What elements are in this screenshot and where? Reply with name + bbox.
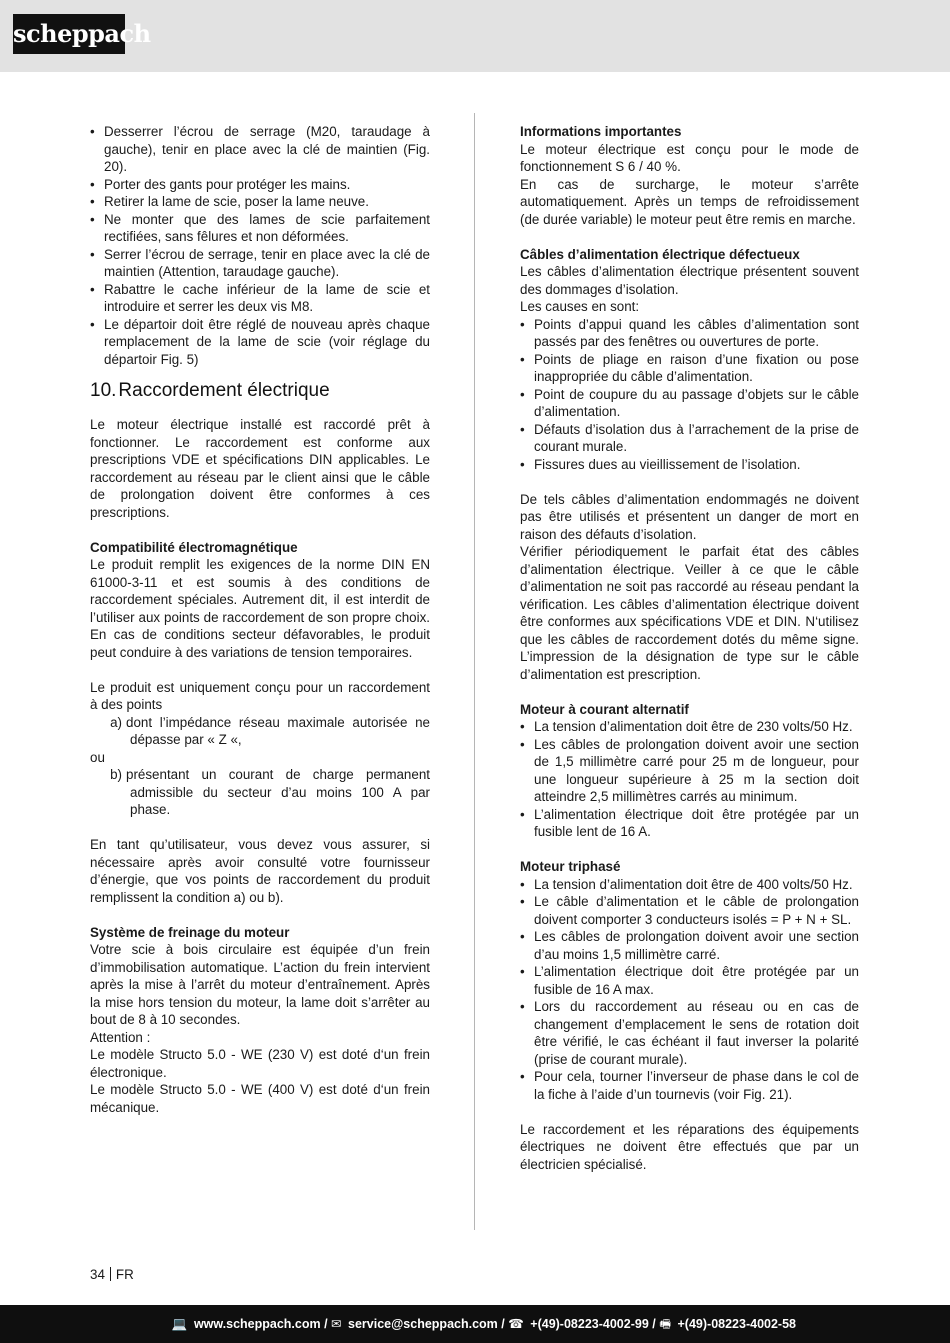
or-text: ou — [90, 749, 105, 765]
three-phase-heading: Moteur triphasé — [520, 859, 621, 874]
ac-motor-heading: Moteur à courant alternatif — [520, 701, 689, 717]
section-number: 10. — [90, 380, 117, 401]
points-intro: Le produit est uniquement conçu pour un raccordement à des points — [90, 679, 430, 712]
condition-a — [90, 714, 430, 749]
final-paragraph: Le raccordement et les réparations des équipements électriques ne doivent être effectués que par un électricien spécialisé. — [520, 1121, 859, 1172]
list-item: • Porter des gants pour protéger les mains. — [90, 176, 430, 194]
info-paragraph-1: Le moteur électrique est conçu pour le mode de fonctionnement S 6 / 40 %. — [520, 141, 859, 174]
brake-heading: Système de freinage du moteur — [90, 924, 290, 940]
email-link[interactable]: service@scheppach.com / — [348, 1317, 505, 1331]
cables-paragraph: Les câbles d’alimentation électrique présentent souvent des dommages d’isolation. — [520, 264, 859, 297]
attention-label: Attention : — [90, 1029, 151, 1045]
scheppach-logo: scheppach — [13, 14, 125, 54]
damaged-paragraph-1: De tels câbles d’alimentation endommagés ne doivent pas être utilisés et présentent un danger de mort en raison des défauts d’isolation. — [520, 491, 859, 542]
list-item: • Point de coupure du au passage d’objets sur le câble d’alimentation. — [520, 386, 859, 421]
footer-bar — [0, 1305, 950, 1343]
blade-change-steps — [90, 123, 430, 368]
info-paragraph-2: En cas de surcharge, le moteur s’arrête automatiquement. Après un temps de refroidissement (de durée variable) le moteur peut être remis en marche. — [520, 176, 859, 227]
fax-icon: 🖷 — [659, 1317, 672, 1331]
list-item: • Fissures dues au vieillissement de l’isolation. — [520, 456, 859, 474]
list-item: • Le câble d’alimentation et le câble de prolongation doivent comporter 3 conducteurs isolés = P + N + SL. — [520, 893, 859, 928]
cables-heading: Câbles d’alimentation électrique défectueux — [520, 246, 800, 262]
list-item: • Retirer la lame de scie, poser la lame neuve. — [90, 193, 430, 211]
computer-icon: 💻 — [171, 1317, 188, 1331]
ac-motor-list — [520, 718, 859, 841]
list-item: • Rabattre le cache inférieur de la lame de scie et introduire et serrer les deux vis M8. — [90, 281, 430, 316]
list-item: • Les câbles de prolongation doivent avoir une section d’au moins 1,5 millimètre carré. — [520, 928, 859, 963]
list-item: • Lors du raccordement au réseau ou en cas de changement d’emplacement le sens de rotation doit être vérifié, le cas échéant il faut inverser la polarité (prise de courant murale). — [520, 998, 859, 1068]
condition-a-mark: a) — [110, 714, 122, 730]
list-item: • La tension d’alimentation doit être de 400 volts/50 Hz. — [520, 876, 859, 894]
page-number — [90, 1266, 134, 1283]
info-heading: Informations importantes — [520, 124, 682, 139]
list-item: • Desserrer l’écrou de serrage (M20, taraudage à gauche), tenir en place avec la clé de maintien (Fig. 20). — [90, 123, 430, 176]
list-item: • Serrer l’écrou de serrage, tenir en place avec la clé de maintien (Attention, taraudage gauche). — [90, 246, 430, 281]
list-item: • L’alimentation électrique doit être protégée par un fusible de 16 A max. — [520, 963, 859, 998]
website-link[interactable]: www.scheppach.com / — [193, 1317, 328, 1331]
brake-paragraph: Votre scie à bois circulaire est équipée d’un frein d’immobilisation automatique. L’action du frein intervient après la mise à l’arrêt du moteur d’entraînement. Après la mise hors tension du moteur, la lame doit s’arrêter au bout de 8 à 10 secondes. — [90, 942, 430, 1027]
list-item: • Défauts d’isolation dus à l’arrachement de la prise de courant murale. — [520, 421, 859, 456]
header-band — [0, 0, 950, 72]
condition-b-text: présentant un courant de charge permanent admissible du secteur d’au moins 100 A par phase. — [126, 767, 430, 817]
intro-paragraph: Le moteur électrique installé est raccordé prêt à fonctionner. Le raccordement est conforme aux prescriptions VDE et spécifications DIN applicables. Le raccordement au réseau par le client ainsi que le câble de prolongation doivent être conformes à ces prescriptions. — [90, 417, 430, 520]
condition-b — [90, 766, 430, 819]
damaged-paragraph-2: Vérifier périodiquement le parfait état des câbles d’alimentation électrique. Veiller à ce que le câble d’alimentation ne soit pas raccordé au réseau pendant la vérification. Les câbles d’alimentation électrique doivent être conformes aux spécifications VDE et DIN. N‘utilisez que les câbles de raccordement dotés du même signe. L’impression de la désignation de type sur le câble d’alimentation est prescription. — [520, 544, 859, 682]
mail-icon: ✉ — [331, 1317, 342, 1331]
phone-icon: ☎ — [508, 1317, 524, 1331]
model-400-text: Le modèle Structo 5.0 - WE (400 V) est doté d‘un frein mécanique. — [90, 1082, 430, 1115]
three-phase-list — [520, 876, 859, 1104]
fax-number: +(49)-08223-4002-58 — [677, 1317, 796, 1331]
condition-a-text: dont l’impédance réseau maximale autorisée ne dépasse par « Z «, — [126, 714, 430, 747]
list-item: • Points d’appui quand les câbles d’alimentation sont passés par des fenêtres ou ouvertures de porte. — [520, 316, 859, 351]
right-column — [520, 123, 859, 1173]
list-item: • Ne monter que des lames de scie parfaitement rectifiées, sans fêlures et non déformées. — [90, 211, 430, 246]
section-heading — [90, 378, 430, 404]
list-item: • Le départoir doit être réglé de nouveau après chaque remplacement de la lame de scie (voir réglage du départoir Fig. 5) — [90, 316, 430, 369]
list-item: • La tension d’alimentation doit être de 230 volts/50 Hz. — [520, 718, 859, 736]
left-column — [90, 123, 430, 1116]
page-number-value: 34 — [90, 1267, 105, 1282]
emc-heading: Compatibilité électromagnétique — [90, 539, 298, 555]
model-230-text: Le modèle Structo 5.0 - WE (230 V) est doté d‘un frein électronique. — [90, 1047, 430, 1080]
list-item: • Les câbles de prolongation doivent avoir une section de 1,5 millimètre carré pour 25 m de longueur, pour une longueur supérieure à 25 m la section doit atteindre 2,5 millimètres carrés au minimum. — [520, 736, 859, 806]
column-divider — [474, 113, 475, 1230]
phone-number: +(49)-08223-4002-99 / — [530, 1317, 656, 1331]
list-item: • L’alimentation électrique doit être protégée par un fusible lent de 16 A. — [520, 806, 859, 841]
emc-paragraph: Le produit remplit les exigences de la norme DIN EN 61000-3-11 et est soumis à des conditions de raccordement spéciales. Autrement dit, il est interdit de l’utiliser aux points de raccordement de son propre choix. En cas de conditions secteur défavorables, le produit peut conduire à des variations de tension temporaires. — [90, 557, 430, 660]
section-title: Raccordement électrique — [118, 380, 330, 401]
condition-b-mark: b) — [110, 767, 122, 782]
list-item: • Points de pliage en raison d’une fixation ou pose inappropriée du câble d’alimentation. — [520, 351, 859, 386]
causes-list — [520, 316, 859, 474]
causes-label: Les causes en sont: — [520, 299, 640, 314]
user-paragraph: En tant qu’utilisateur, vous devez vous assurer, si nécessaire après avoir consulté votre fournisseur d’énergie, que vos points de raccordement du produit remplissent la condition a) ou b). — [90, 837, 430, 905]
list-item: • Pour cela, tourner l’inverseur de phase dans le col de la fiche à l’aide d’un tournevis (voir Fig. 21). — [520, 1068, 859, 1103]
page-language: FR — [115, 1267, 134, 1282]
